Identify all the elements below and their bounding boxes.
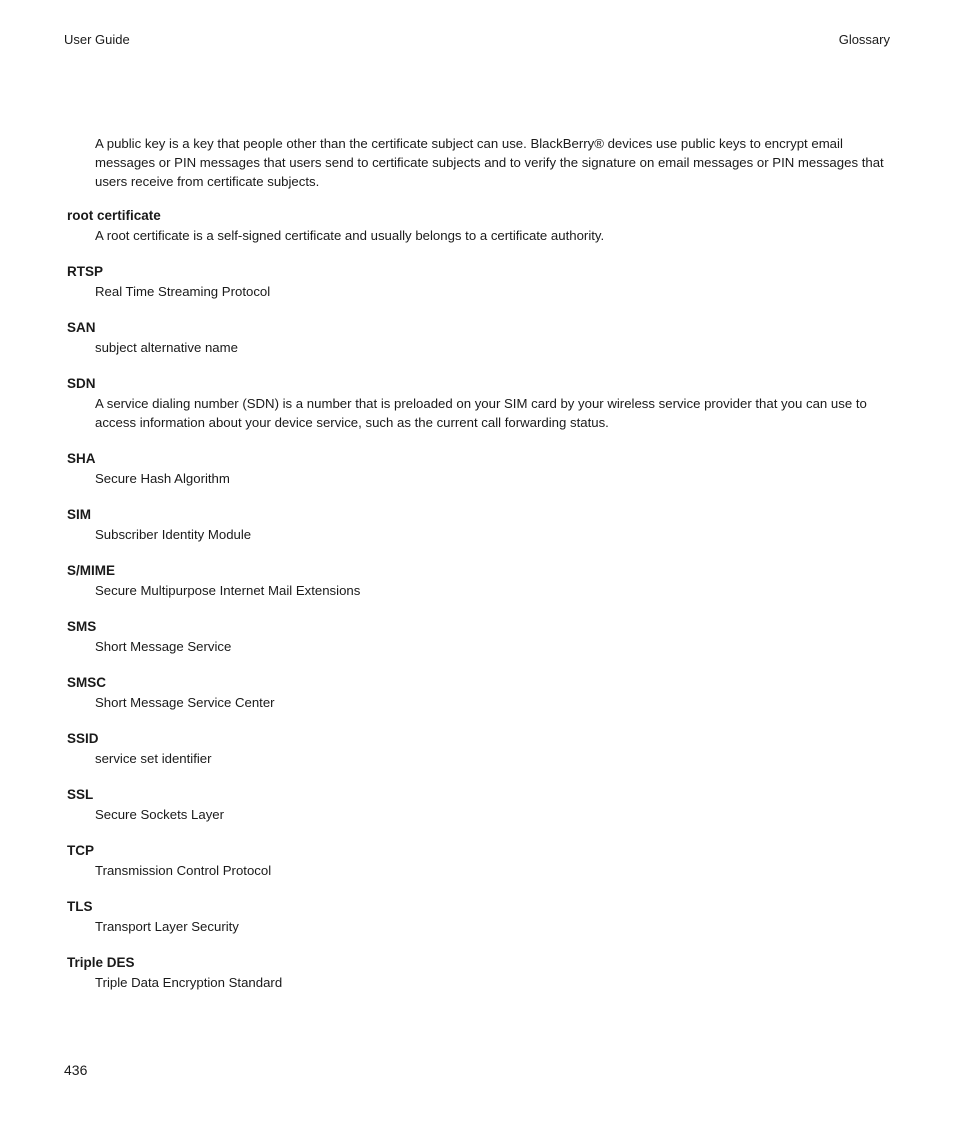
glossary-term: SHA bbox=[67, 451, 96, 466]
glossary-definition: Short Message Service bbox=[95, 639, 232, 654]
glossary-term: SMS bbox=[67, 619, 97, 634]
glossary-definition: Secure Hash Algorithm bbox=[95, 471, 230, 486]
glossary-definition: Transmission Control Protocol bbox=[95, 863, 272, 878]
glossary-definition: Transport Layer Security bbox=[95, 919, 239, 934]
glossary-definition: Triple Data Encryption Standard bbox=[95, 975, 283, 990]
glossary-definition: Real Time Streaming Protocol bbox=[95, 284, 271, 299]
glossary-list bbox=[67, 207, 892, 1010]
glossary-term: SMSC bbox=[67, 675, 107, 690]
glossary-definition: Short Message Service Center bbox=[95, 695, 275, 710]
glossary-term: SDN bbox=[67, 376, 96, 391]
glossary-entry bbox=[67, 842, 892, 880]
glossary-term: SAN bbox=[67, 320, 96, 335]
glossary-definition: A service dialing number (SDN) is a number that is preloaded on your SIM card by your wireless service provider that you can use to access information about your device service, such as the current call forwarding status. bbox=[95, 396, 867, 430]
glossary-entry bbox=[67, 207, 892, 245]
glossary-term: root certificate bbox=[67, 208, 161, 223]
glossary-entry bbox=[67, 954, 892, 992]
glossary-entry bbox=[67, 375, 892, 432]
glossary-definition: Secure Multipurpose Internet Mail Extensions bbox=[95, 583, 361, 598]
glossary-entry bbox=[67, 319, 892, 357]
glossary-entry bbox=[67, 674, 892, 712]
glossary-term: TLS bbox=[67, 899, 93, 914]
glossary-term: SSL bbox=[67, 787, 94, 802]
page-number: 436 bbox=[64, 1062, 88, 1078]
glossary-term: S/MIME bbox=[67, 563, 116, 578]
intro-paragraph: A public key is a key that people other than the certificate subject can use. BlackBerry® devices use public keys to encrypt email messages or PIN messages that users send to certificate subjects and to verify the signature on email messages or PIN messages that users receive from certificate subjects. bbox=[95, 136, 884, 189]
glossary-entry bbox=[67, 263, 892, 301]
glossary-entry bbox=[67, 450, 892, 488]
glossary-term: SSID bbox=[67, 731, 99, 746]
glossary-entry bbox=[67, 786, 892, 824]
glossary-entry bbox=[67, 898, 892, 936]
glossary-entry bbox=[67, 562, 892, 600]
glossary-entry bbox=[67, 730, 892, 768]
glossary-term: Triple DES bbox=[67, 955, 135, 970]
glossary-definition: A root certificate is a self-signed certificate and usually belongs to a certificate authority. bbox=[95, 228, 605, 243]
glossary-definition: Subscriber Identity Module bbox=[95, 527, 252, 542]
header-section-title: Glossary bbox=[838, 32, 890, 47]
glossary-entry bbox=[67, 618, 892, 656]
glossary-term: SIM bbox=[67, 507, 92, 522]
glossary-definition: subject alternative name bbox=[95, 340, 238, 355]
glossary-term: TCP bbox=[67, 843, 94, 858]
glossary-term: RTSP bbox=[67, 264, 104, 279]
glossary-definition: service set identifier bbox=[95, 751, 212, 766]
header-doc-title: User Guide bbox=[64, 32, 130, 47]
glossary-entry bbox=[67, 506, 892, 544]
glossary-definition: Secure Sockets Layer bbox=[95, 807, 225, 822]
